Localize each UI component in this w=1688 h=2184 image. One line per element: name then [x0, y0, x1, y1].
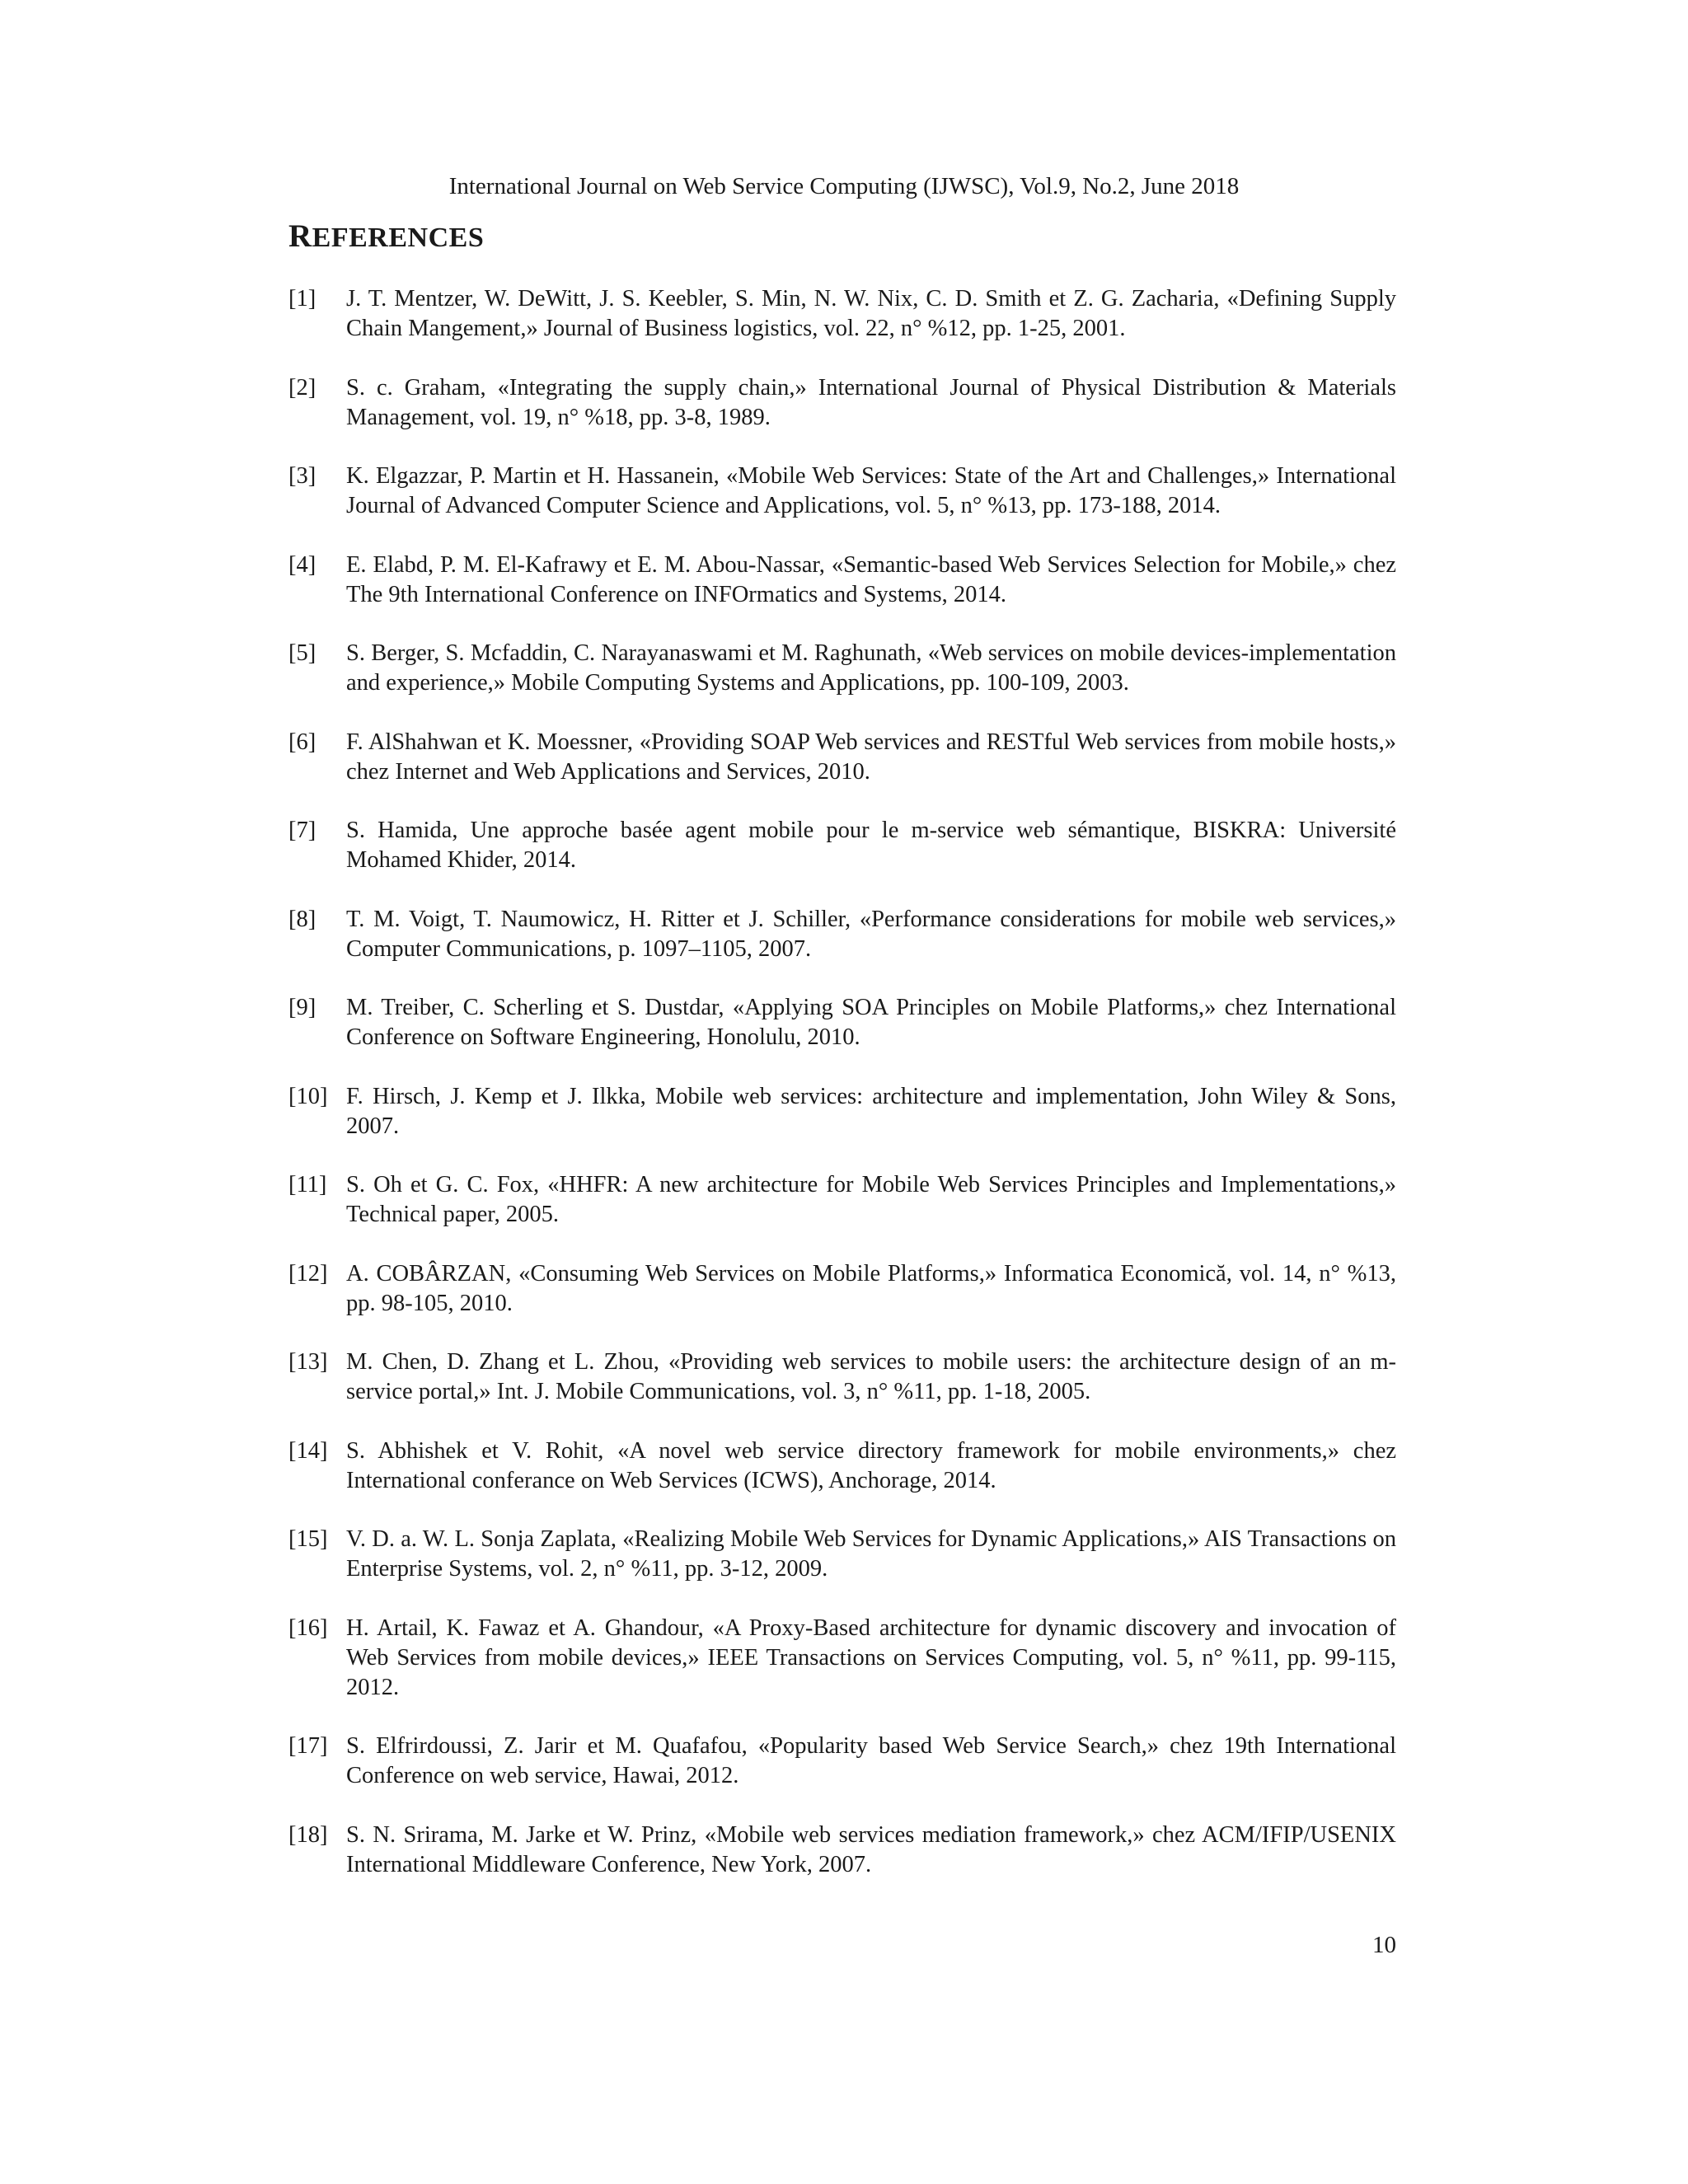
reference-item: [288, 816, 1396, 875]
reference-item: [288, 639, 1396, 698]
reference-number: [7]: [288, 818, 316, 843]
reference-text: S. Abhishek et V. Rohit, «A novel web service directory framework for mobile environments,» chez International conferance on Web Services (ICWS), Anchorage, 2014.: [346, 1437, 1396, 1493]
reference-text: F. AlShahwan et K. Moessner, «Providing SOAP Web services and RESTful Web services from mobile hosts,» chez Internet and Web Applications and Services, 2010.: [346, 729, 1396, 785]
reference-number: [15]: [288, 1526, 328, 1552]
reference-number: [18]: [288, 1821, 328, 1848]
reference-text: M. Chen, D. Zhang et L. Zhou, «Providing web services to mobile users: the architecture design of an m-service portal,» Int. J. Mobile Communications, vol. 3, n° %11, pp. 1-18, 2005.: [346, 1349, 1396, 1404]
reference-item: [288, 1170, 1396, 1230]
reference-item: [288, 1436, 1396, 1496]
reference-number: [14]: [288, 1437, 328, 1464]
reference-item: [288, 551, 1396, 610]
reference-item: [288, 993, 1396, 1052]
reference-text: A. COBÂRZAN, «Consuming Web Services on Mobile Platforms,» Informatica Economică, vol. 14, n° %13, pp. 98-105, 2010.: [346, 1260, 1396, 1316]
reference-item: [288, 284, 1396, 344]
reference-item: [288, 1525, 1396, 1584]
reference-text: S. c. Graham, «Integrating the supply chain,» International Journal of Physical Distribution & Materials Management, vol. 19, n° %18, pp. 3-8, 1989.: [346, 374, 1396, 430]
reference-number: [10]: [288, 1083, 328, 1109]
reference-number: [1]: [288, 286, 316, 312]
reference-number: [3]: [288, 463, 316, 489]
reference-text: K. Elgazzar, P. Martin et H. Hassanein, «Mobile Web Services: State of the Art and Challenges,» International Journal of Advanced Computer Science and Applications, vol. 5, n° %13, pp. 173-188, 2014.: [346, 463, 1396, 518]
reference-text: V. D. a. W. L. Sonja Zaplata, «Realizing Mobile Web Services for Dynamic Applications,» AIS Transactions on Enterprise Systems, vol. 2, n° %11, pp. 3-12, 2009.: [346, 1526, 1396, 1582]
reference-item: [288, 1614, 1396, 1703]
reference-text: J. T. Mentzer, W. DeWitt, J. S. Keebler, S. Min, N. W. Nix, C. D. Smith et Z. G. Zacharia, «Defining Supply Chain Mangement,» Journal of Business logistics, vol. 22, n° %12, pp. 1-25, 2001.: [346, 286, 1396, 341]
reference-number: [6]: [288, 729, 316, 755]
reference-number: [13]: [288, 1349, 328, 1375]
section-title-rest: EFERENCES: [312, 223, 485, 253]
reference-text: S. Elfrirdoussi, Z. Jarir et M. Quafafou, «Popularity based Web Service Search,» chez 19th International Conference on web service, Hawai, 2012.: [346, 1733, 1396, 1788]
reference-number: [9]: [288, 995, 316, 1020]
reference-number: [4]: [288, 551, 316, 578]
reference-number: [5]: [288, 640, 316, 666]
reference-item: [288, 373, 1396, 433]
reference-text: S. Berger, S. Mcfaddin, C. Narayanaswami et M. Raghunath, «Web services on mobile devices-implementation and experience,» Mobile Computing Systems and Applications, pp. 100-109, 2003.: [346, 640, 1396, 696]
section-title-initial: R: [288, 218, 312, 254]
reference-item: [288, 1732, 1396, 1791]
reference-number: [2]: [288, 374, 316, 401]
journal-citation: International Journal on Web Service Computing (IJWSC), Vol.9, No.2, June 2018: [448, 173, 1240, 199]
reference-list: [288, 284, 1396, 1909]
reference-text: F. Hirsch, J. Kemp et J. Ilkka, Mobile web services: architecture and implementation, John Wiley & Sons, 2007.: [346, 1083, 1396, 1139]
reference-item: [288, 1259, 1396, 1319]
reference-item: [288, 1347, 1396, 1407]
reference-number: [17]: [288, 1733, 328, 1759]
reference-number: [8]: [288, 906, 316, 932]
reference-text: H. Artail, K. Fawaz et A. Ghandour, «A Proxy-Based architecture for dynamic discovery and invocation of Web Services from mobile devices,» IEEE Transactions on Services Computing, vol. 5, n° %11, pp. 99-115, 2012.: [346, 1615, 1396, 1700]
reference-text: S. Hamida, Une approche basée agent mobile pour le m-service web sémantique, BISKRA: Université Mohamed Khider, 2014.: [346, 818, 1396, 873]
reference-item: [288, 905, 1396, 964]
reference-text: S. Oh et G. C. Fox, «HHFR: A new architecture for Mobile Web Services Principles and Implementations,» Technical paper, 2005.: [346, 1172, 1396, 1227]
reference-text: E. Elabd, P. M. El-Kafrawy et E. M. Abou-Nassar, «Semantic-based Web Services Selection for Mobile,» chez The 9th International Conference on INFOrmatics and Systems, 2014.: [346, 551, 1396, 607]
reference-text: S. N. Srirama, M. Jarke et W. Prinz, «Mobile web services mediation framework,» chez ACM/IFIP/USENIX International Middleware Conference, New York, 2007.: [346, 1821, 1396, 1877]
reference-number: [16]: [288, 1615, 328, 1641]
reference-item: [288, 462, 1396, 521]
reference-text: T. M. Voigt, T. Naumowicz, H. Ritter et J. Schiller, «Performance considerations for mobile web services,» Computer Communications, p. 1097–1105, 2007.: [346, 906, 1396, 962]
reference-number: [11]: [288, 1172, 327, 1197]
reference-text: M. Treiber, C. Scherling et S. Dustdar, «Applying SOA Principles on Mobile Platforms,» chez International Conference on Software Engineering, Honolulu, 2010.: [346, 995, 1396, 1050]
page-number: 10: [1372, 1932, 1396, 1958]
reference-item: [288, 1082, 1396, 1141]
reference-item: [288, 728, 1396, 787]
reference-item: [288, 1821, 1396, 1880]
reference-number: [12]: [288, 1260, 328, 1286]
section-title: [288, 219, 484, 255]
running-header: [0, 171, 1688, 201]
